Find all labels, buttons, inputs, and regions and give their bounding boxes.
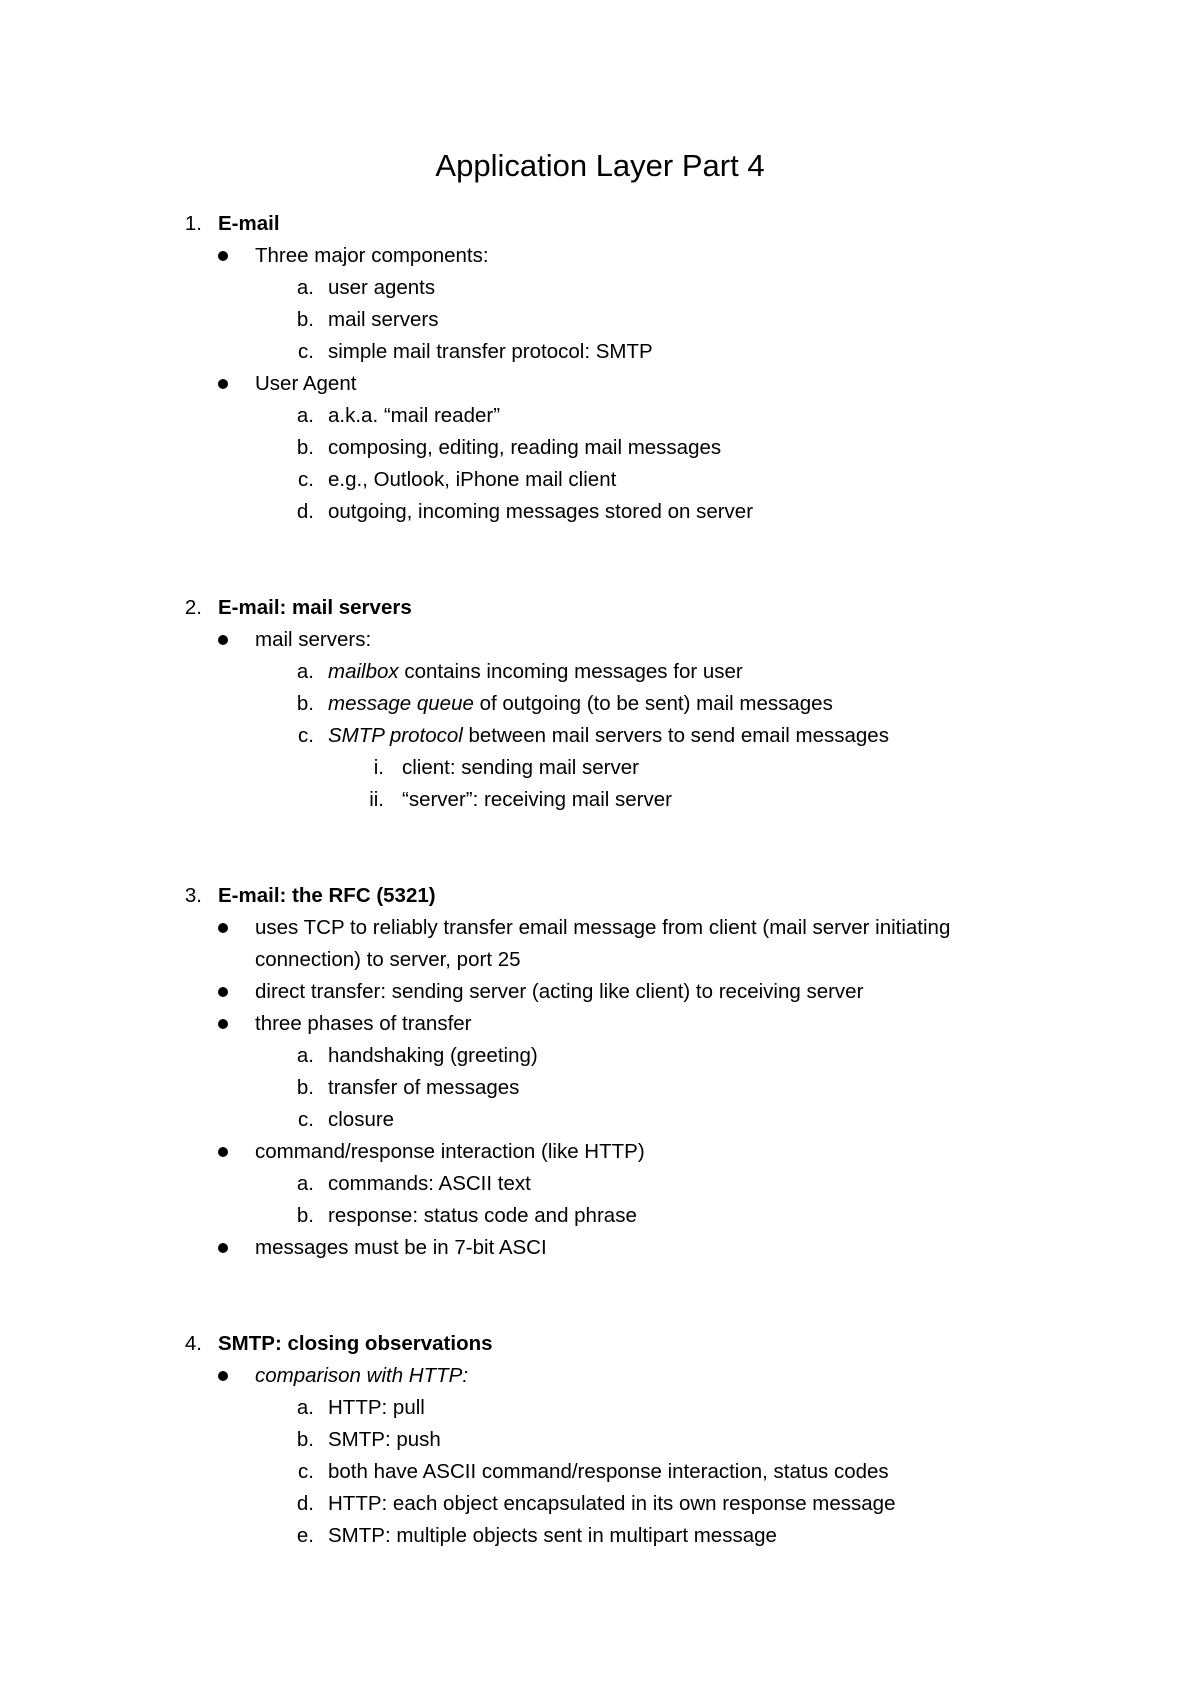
page-title: Application Layer Part 4: [435, 148, 765, 183]
bullet-icon: [218, 1147, 228, 1157]
section-heading: E-mail: mail servers: [218, 596, 412, 619]
list-label: c.: [298, 340, 314, 363]
list-label: d.: [296, 500, 314, 523]
sub-list-text: client: sending mail server: [402, 756, 639, 779]
bullet-text: uses TCP to reliably transfer email message from client (mail server initiating: [255, 916, 951, 939]
list-label: e.: [296, 1524, 314, 1547]
bullet-icon: [218, 1371, 228, 1381]
emphasis-term: comparison with HTTP:: [255, 1364, 469, 1387]
list-text: handshaking (greeting): [328, 1044, 538, 1067]
list-text: HTTP: pull: [328, 1396, 425, 1419]
list-text: commands: ASCII text: [328, 1172, 531, 1195]
bullet-icon: [218, 379, 228, 389]
sub-list-text: “server”: receiving mail server: [402, 788, 672, 811]
bullet-icon: [218, 1019, 228, 1029]
list-label: d.: [296, 1492, 314, 1515]
list-label: b.: [296, 692, 314, 715]
bullet-text: connection) to server, port 25: [255, 948, 521, 971]
list-label: c.: [298, 1108, 314, 1131]
list-text: SMTP: multiple objects sent in multipart message: [328, 1524, 777, 1547]
list-text: simple mail transfer protocol: SMTP: [328, 340, 653, 363]
list-text: a.k.a. “mail reader”: [328, 404, 501, 427]
list-label: a.: [296, 1396, 314, 1419]
bullet-icon: [218, 635, 228, 645]
list-label: b.: [296, 1428, 314, 1451]
sub-list-label: ii.: [369, 788, 384, 811]
bullet-text: three phases of transfer: [255, 1012, 472, 1035]
list-text: response: status code and phrase: [328, 1204, 637, 1227]
bullet-text: messages must be in 7-bit ASCI: [255, 1236, 547, 1259]
list-label: c.: [298, 468, 314, 491]
bullet-text: User Agent: [255, 372, 357, 395]
section-heading: E-mail: [218, 212, 280, 235]
bullet-icon: [218, 987, 228, 997]
list-label: a.: [296, 404, 314, 427]
list-text-rest: of outgoing (to be sent) mail messages: [473, 692, 833, 715]
list-label: a.: [296, 1044, 314, 1067]
list-label: b.: [296, 436, 314, 459]
list-text: mail servers: [328, 308, 439, 331]
bullet-text: mail servers:: [255, 628, 372, 651]
list-label: a.: [296, 1172, 314, 1195]
list-label: b.: [296, 1204, 314, 1227]
bullet-text: [255, 1361, 468, 1391]
section-number: 1.: [184, 212, 202, 235]
section-heading: SMTP: closing observations: [218, 1332, 493, 1355]
bullet-text: command/response interaction (like HTTP): [255, 1140, 645, 1163]
list-text: outgoing, incoming messages stored on server: [328, 500, 754, 523]
list-text-rest: between mail servers to send email messages: [462, 724, 889, 747]
list-text: [328, 721, 889, 751]
list-text: e.g., Outlook, iPhone mail client: [328, 468, 617, 491]
list-text: [328, 657, 743, 687]
list-text: [328, 689, 833, 719]
emphasis-term: message queue: [328, 692, 474, 715]
section-number: 3.: [184, 884, 202, 907]
list-label: c.: [298, 724, 314, 747]
list-text: transfer of messages: [328, 1076, 520, 1099]
section-number: 4.: [184, 1332, 202, 1355]
bullet-icon: [218, 1243, 228, 1253]
list-text-rest: contains incoming messages for user: [398, 660, 743, 683]
list-label: b.: [296, 308, 314, 331]
list-label: c.: [298, 1460, 314, 1483]
list-text: closure: [328, 1108, 395, 1131]
sub-list-label: i.: [373, 756, 384, 779]
list-text: both have ASCII command/response interaction, status codes: [328, 1460, 889, 1483]
bullet-icon: [218, 251, 228, 261]
section-heading: E-mail: the RFC (5321): [218, 884, 436, 907]
list-label: b.: [296, 1076, 314, 1099]
list-text: SMTP: push: [328, 1428, 441, 1451]
list-text: HTTP: each object encapsulated in its own response message: [328, 1492, 896, 1515]
emphasis-term: mailbox: [328, 660, 399, 683]
list-text: composing, editing, reading mail messages: [328, 436, 722, 459]
emphasis-term: SMTP protocol: [328, 724, 463, 747]
list-text: user agents: [328, 276, 436, 299]
list-label: a.: [296, 660, 314, 683]
bullet-text: direct transfer: sending server (acting like client) to receiving server: [255, 980, 864, 1003]
section-number: 2.: [184, 596, 202, 619]
bullet-text: Three major components:: [255, 244, 489, 267]
bullet-icon: [218, 923, 228, 933]
list-label: a.: [296, 276, 314, 299]
